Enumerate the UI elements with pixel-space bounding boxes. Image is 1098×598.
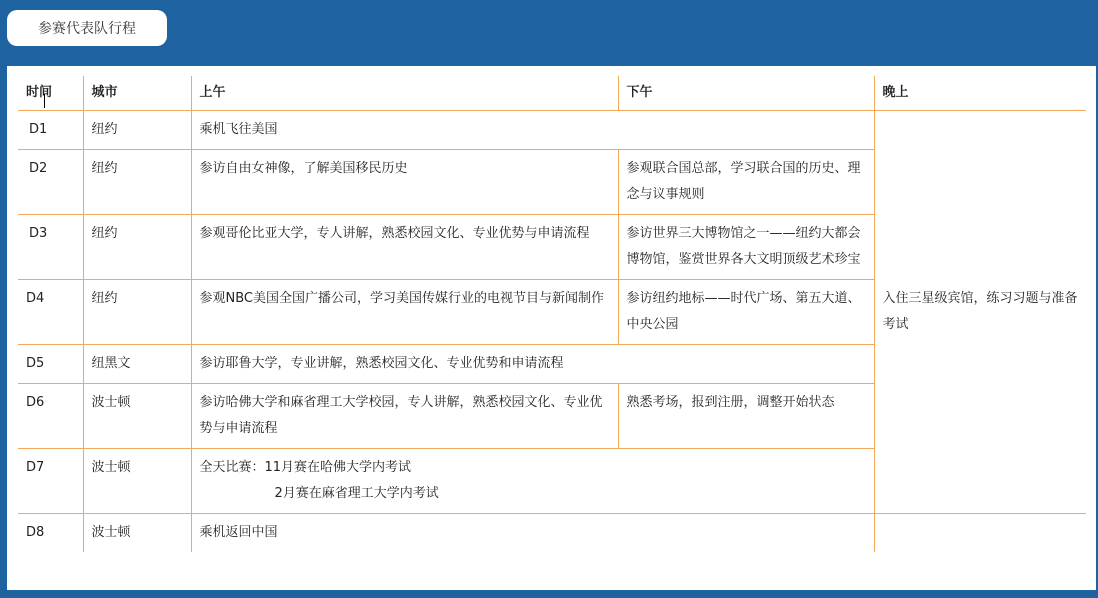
city-cell: 纽约 bbox=[83, 215, 191, 280]
evening-cell: 入住三星级宾馆，练习习题与准备考试 bbox=[874, 111, 1086, 514]
morning-cell: 参观NBC美国全国广播公司，学习美国传媒行业的电视节目与新闻制作 bbox=[191, 280, 618, 345]
text-cursor-icon bbox=[44, 94, 47, 108]
afternoon-cell: 参观联合国总部，学习联合国的历史、理念与议事规则 bbox=[618, 150, 874, 215]
day-cell: D4 bbox=[18, 280, 83, 345]
morning-cell bbox=[191, 449, 874, 514]
morning-cell: 乘机返回中国 bbox=[191, 514, 874, 553]
city-cell: 纽约 bbox=[83, 150, 191, 215]
header-time: 时间 bbox=[18, 76, 83, 111]
city-cell: 波士顿 bbox=[83, 514, 191, 553]
table-row bbox=[18, 514, 1086, 553]
day-cell: D5 bbox=[18, 345, 83, 384]
morning-cell: 参访哈佛大学和麻省理工大学校园，专人讲解，熟悉校园文化、专业优势与申请流程 bbox=[191, 384, 618, 449]
day-cell: D7 bbox=[18, 449, 83, 514]
afternoon-cell: 熟悉考场，报到注册，调整开始状态 bbox=[618, 384, 874, 449]
header-city: 城市 bbox=[83, 76, 191, 111]
day-cell: D2 bbox=[18, 150, 83, 215]
header-evening: 晚上 bbox=[874, 76, 1086, 111]
itinerary-panel bbox=[7, 66, 1096, 590]
morning-cell: 参观哥伦比亚大学，专人讲解，熟悉校园文化、专业优势与申请流程 bbox=[191, 215, 618, 280]
city-cell: 波士顿 bbox=[83, 384, 191, 449]
afternoon-cell: 参访世界三大博物馆之一——纽约大都会博物馆，鉴赏世界各大文明顶级艺术珍宝 bbox=[618, 215, 874, 280]
header-row bbox=[18, 76, 1086, 111]
header-morning: 上午 bbox=[191, 76, 618, 111]
header-afternoon: 下午 bbox=[618, 76, 874, 111]
match-line-1: 全天比赛：11月赛在哈佛大学内考试 bbox=[199, 460, 412, 475]
day-cell: D8 bbox=[26, 525, 45, 540]
day-cell: D1 bbox=[18, 111, 83, 150]
morning-cell: 参访自由女神像，了解美国移民历史 bbox=[191, 150, 618, 215]
city-cell: 波士顿 bbox=[83, 449, 191, 514]
itinerary-table bbox=[18, 76, 1086, 552]
tab-itinerary[interactable] bbox=[7, 10, 167, 46]
match-line-2: 2月赛在麻省理工大学内考试 bbox=[274, 486, 439, 501]
day-cell: D6 bbox=[18, 384, 83, 449]
morning-cell: 乘机飞往美国 bbox=[191, 111, 874, 150]
table-row bbox=[18, 111, 1086, 150]
day-cell: D3 bbox=[18, 215, 83, 280]
evening-empty-cell bbox=[874, 514, 1086, 553]
city-cell: 纽黑文 bbox=[83, 345, 191, 384]
tab-label: 参赛代表队行程 bbox=[38, 21, 136, 37]
city-cell: 纽约 bbox=[83, 111, 191, 150]
city-cell: 纽约 bbox=[83, 280, 191, 345]
afternoon-cell: 参访纽约地标——时代广场、第五大道、中央公园 bbox=[618, 280, 874, 345]
morning-cell: 参访耶鲁大学，专业讲解，熟悉校园文化、专业优势和申请流程 bbox=[191, 345, 874, 384]
